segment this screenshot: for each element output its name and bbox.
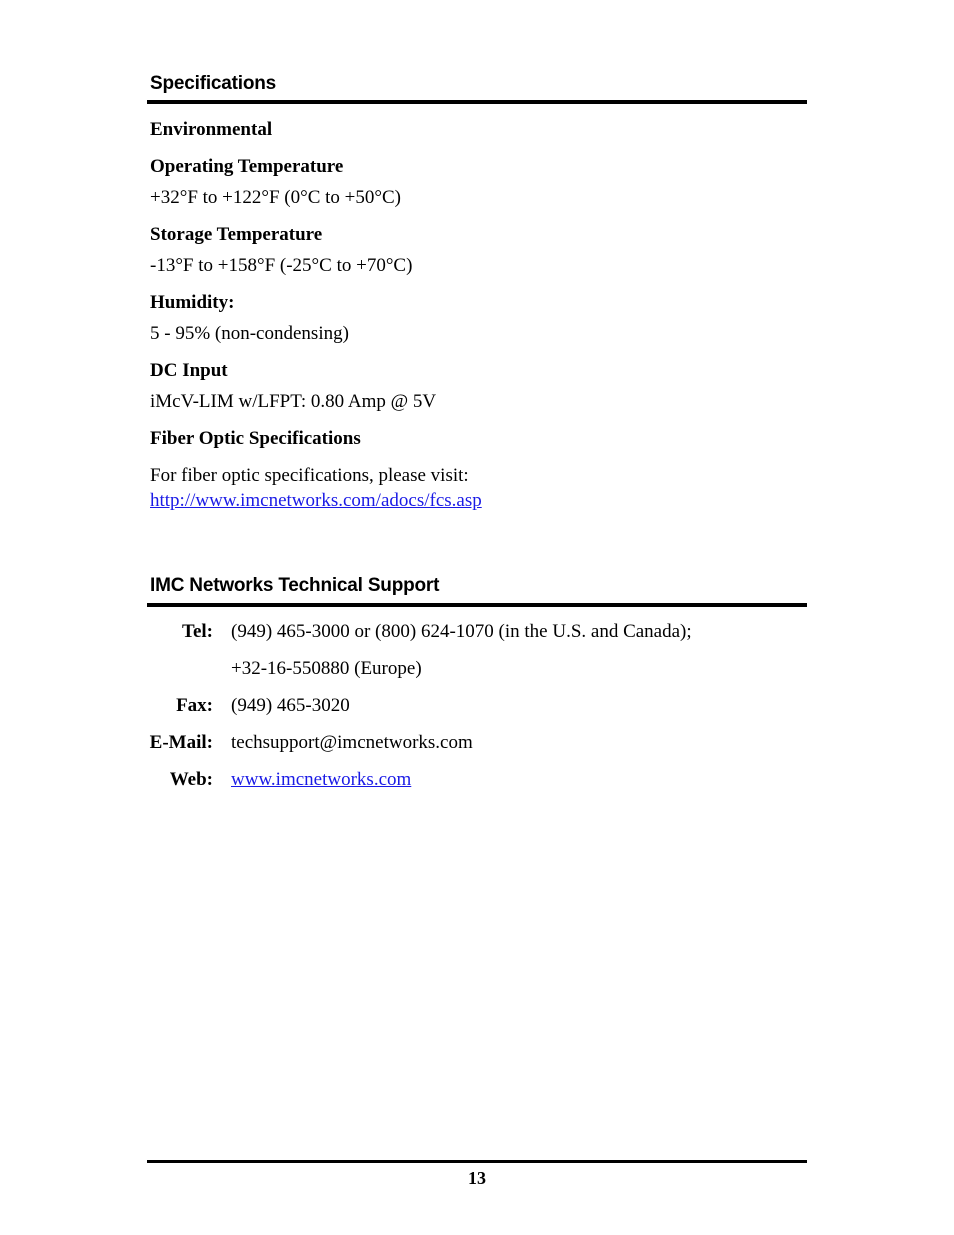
storage-temperature-heading: Storage Temperature [150,224,323,245]
footer-rule [147,1160,807,1163]
humidity-value: 5 - 95% (non-condensing) [150,323,349,344]
storage-temperature-value: -13°F to +158°F (-25°C to +70°C) [150,255,413,276]
tel-label: Tel: [182,621,213,642]
environmental-heading: Environmental [150,119,273,140]
support-rule [147,603,807,607]
fax-label: Fax: [176,695,213,716]
page-number: 13 [468,1168,486,1188]
fiber-optic-specs-link[interactable]: http://www.imcnetworks.com/adocs/fcs.asp [150,490,482,511]
web-label: Web: [169,769,213,790]
dc-input-heading: DC Input [150,360,228,381]
fax-value: (949) 465-3020 [231,695,350,716]
fiber-optic-text: For fiber optic specifications, please visit: [150,465,469,486]
dc-input-value: iMcV-LIM w/LFPT: 0.80 Amp @ 5V [150,391,437,412]
fiber-optic-heading: Fiber Optic Specifications [150,428,361,449]
operating-temperature-heading: Operating Temperature [150,156,344,177]
email-label: E-Mail: [149,732,213,753]
tel-value: (949) 465-3000 or (800) 624-1070 (in the U.S. and Canada); [231,621,692,642]
humidity-heading: Humidity: [150,292,235,313]
email-value: techsupport@imcnetworks.com [231,732,473,753]
web-link[interactable]: www.imcnetworks.com [231,769,412,790]
specifications-title: Specifications [150,73,277,94]
tel-value-europe: +32-16-550880 (Europe) [231,658,422,679]
support-title: IMC Networks Technical Support [150,575,440,596]
specifications-rule [147,100,807,104]
operating-temperature-value: +32°F to +122°F (0°C to +50°C) [150,187,401,208]
